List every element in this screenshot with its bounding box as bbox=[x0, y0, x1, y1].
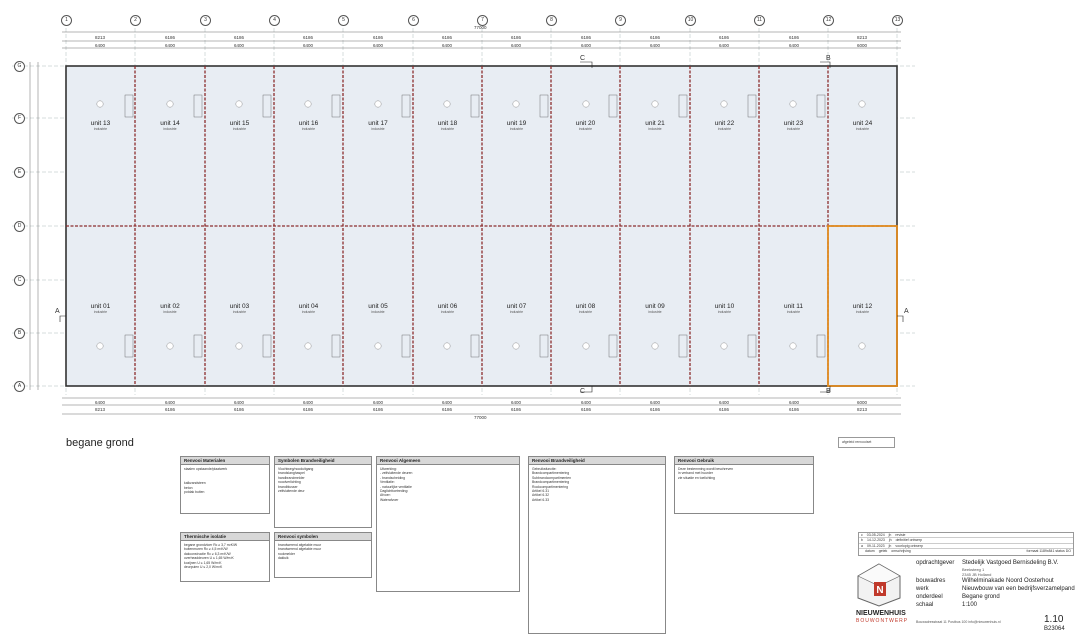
dimension-label: 6186 bbox=[511, 35, 522, 40]
legend-line: Artikel 6.33 bbox=[532, 497, 549, 502]
company-info: Bouwadresstraat 11 Postbus 100 info@nieuwenhuis.nl bbox=[916, 620, 1001, 624]
grid-column-bubble: 7 bbox=[477, 15, 488, 26]
grid-row-bubble: A bbox=[14, 381, 25, 392]
unit-name: unit 06 bbox=[437, 303, 458, 310]
dimension-label: 6400 bbox=[95, 400, 106, 405]
grid-row-bubble: C bbox=[14, 275, 25, 286]
grid-column-bubble: 11 bbox=[754, 15, 765, 26]
unit-use: industrie bbox=[163, 127, 177, 131]
grid-row-bubble: B bbox=[14, 328, 25, 339]
revision-row: datum getek omschrijving formaat 1189x841 status DO bbox=[865, 549, 1071, 554]
dimension-label: 6186 bbox=[165, 35, 176, 40]
company-logo bbox=[856, 562, 902, 608]
dimension-label: 6186 bbox=[373, 35, 384, 40]
legend-line: Vluchtweg/nooduitgang bbox=[278, 467, 314, 471]
unit-label bbox=[828, 120, 897, 131]
dimension-label: 6400 bbox=[373, 400, 384, 405]
legend-line: brandslanghaspel bbox=[278, 471, 305, 476]
revision-row: c 03-05-2024 jh revisie bbox=[859, 533, 1073, 538]
dimension-label: 6000 bbox=[857, 43, 868, 48]
dimension-label: 6000 bbox=[857, 400, 868, 405]
legend-line: zie situatie en toelichting bbox=[678, 475, 715, 480]
legend-line: Rookcompartimentering bbox=[532, 484, 568, 489]
unit-label bbox=[66, 303, 135, 314]
dimension-label: 6186 bbox=[442, 35, 453, 40]
dimension-label: 6400 bbox=[303, 400, 314, 405]
unit-name: unit 18 bbox=[437, 120, 458, 127]
unit-use: industrie bbox=[717, 310, 732, 314]
grid-column-bubble: 6 bbox=[408, 15, 419, 26]
label-onderdeel: onderdeel bbox=[916, 594, 943, 600]
grid-row-bubble: E bbox=[14, 167, 25, 178]
legend-line: potdak buiten bbox=[184, 490, 205, 495]
legend-line: Waterafvoer bbox=[380, 497, 399, 502]
legend-line: Daglichttoetreding: bbox=[380, 489, 409, 494]
unit-use: industrie bbox=[509, 310, 524, 314]
drawing-title: begane grond bbox=[66, 437, 134, 449]
unit-use: industrie bbox=[578, 127, 593, 131]
grid-row-bubble: D bbox=[14, 221, 25, 232]
unit-use: industrie bbox=[440, 127, 455, 131]
unit-label bbox=[828, 303, 897, 314]
unit-label bbox=[274, 303, 343, 314]
legend-line: Deze bestemming wordt beschreven bbox=[678, 467, 734, 471]
legend-line: overheaddeuren U ≤ 1,65 W/m²K bbox=[184, 556, 234, 561]
dimension-label: 6400 bbox=[789, 400, 800, 405]
unit-label bbox=[66, 120, 135, 131]
grid-column-bubble: 12 bbox=[823, 15, 834, 26]
unit-use: industrie bbox=[648, 310, 662, 314]
dimension-label: 6400 bbox=[234, 400, 245, 405]
unit-label bbox=[413, 120, 482, 131]
dimension-label: 8213 bbox=[95, 407, 106, 412]
dimension-label: 6186 bbox=[719, 35, 730, 40]
legend-fire-safety bbox=[528, 456, 666, 634]
unit-name: unit 23 bbox=[783, 120, 804, 127]
unit-use: industrie bbox=[855, 127, 870, 131]
legend-usage bbox=[674, 456, 814, 514]
unit-name: unit 16 bbox=[298, 120, 319, 127]
label-werk: werk bbox=[916, 586, 929, 592]
legend-line: Subbrandcompartimenten bbox=[532, 475, 572, 480]
unit-label bbox=[205, 120, 274, 131]
grid-column-bubble: 1 bbox=[61, 15, 72, 26]
dimension-label: 6186 bbox=[442, 407, 453, 412]
revision-footer: formaat 1189x841 status DO bbox=[1026, 549, 1071, 554]
legend-line: Brandcompartimentering bbox=[532, 480, 570, 485]
dimension-label: 8213 bbox=[857, 35, 868, 40]
section-label: C bbox=[580, 55, 586, 62]
unit-name: unit 24 bbox=[852, 120, 873, 127]
grid-column-bubble: 8 bbox=[546, 15, 557, 26]
unit-label bbox=[413, 303, 482, 314]
grid-column-bubble: 5 bbox=[338, 15, 349, 26]
legend-line: Gebruiksfunctie: bbox=[532, 467, 557, 471]
unit-label bbox=[690, 120, 759, 131]
dimension-label: 6400 bbox=[650, 400, 661, 405]
value-bouwadres: Wilhelminakade Noord Oosterhout bbox=[962, 578, 1054, 584]
legend-line: Artikel 6.31 bbox=[532, 489, 549, 494]
grid-column-bubble: 2 bbox=[130, 15, 141, 26]
unit-name: unit 07 bbox=[506, 303, 527, 310]
sheet-number: 1.10 bbox=[1044, 614, 1064, 625]
unit-label bbox=[482, 303, 551, 314]
dimension-label: 6400 bbox=[719, 400, 730, 405]
unit-name: unit 02 bbox=[160, 303, 180, 310]
legend-line: dakconstructie Rc ≥ 6,3 m²K/W bbox=[184, 551, 231, 556]
value-werk: Nieuwbouw van een bedrijfsverzamelpand bbox=[962, 586, 1075, 592]
unit-name: unit 03 bbox=[229, 303, 250, 310]
unit-name: unit 22 bbox=[714, 120, 735, 127]
dimension-label: 6400 bbox=[581, 400, 592, 405]
unit-label bbox=[620, 303, 690, 314]
unit-use: industrie bbox=[163, 310, 177, 314]
legend-line: Uitwerking: bbox=[380, 467, 397, 471]
dimension-label: 6400 bbox=[165, 400, 176, 405]
dimension-label: 6186 bbox=[650, 407, 661, 412]
unit-name: unit 01 bbox=[90, 303, 111, 310]
legend-line: brandwerend afgelakte muur bbox=[278, 547, 322, 552]
legend-line: staalen opstaande/plaatwerk bbox=[184, 467, 228, 471]
value-opdrachtgever: Stedelijk Vastgoed Bernisdeling B.V. bbox=[962, 560, 1059, 566]
legend-line: Artikel 6.32 bbox=[532, 493, 549, 498]
legend-line: handbrandmelder bbox=[278, 475, 305, 480]
dimension-label: 6400 bbox=[789, 43, 800, 48]
unit-label bbox=[759, 120, 828, 131]
dimension-label: 6400 bbox=[234, 43, 245, 48]
overall-dimension-bottom: 77000 bbox=[474, 415, 487, 420]
unit-use: industrie bbox=[578, 310, 593, 314]
unit-use: industrie bbox=[371, 127, 385, 131]
dimension-label: 6400 bbox=[581, 43, 592, 48]
grid-column-bubble: 4 bbox=[269, 15, 280, 26]
grid-row-bubble: F bbox=[14, 113, 25, 124]
dimension-label: 6186 bbox=[303, 35, 314, 40]
legend-line: deurpuien U ≤ 2,0 W/m²K bbox=[184, 565, 223, 570]
legend-line: beton bbox=[184, 485, 193, 490]
unit-label bbox=[482, 120, 551, 131]
legend-line: buitenmuren Rc ≥ 4,5 m²K/W bbox=[184, 547, 228, 552]
legend-line: kalkzandsteen bbox=[184, 481, 206, 486]
dimension-label: 6400 bbox=[511, 43, 522, 48]
legend-thermal bbox=[180, 532, 270, 582]
unit-label bbox=[343, 303, 413, 314]
legend-line: begane grondvloer Rc ≥ 3,7 m²K/W bbox=[184, 543, 238, 547]
section-label: A bbox=[55, 308, 60, 315]
panel-title: Renvooi Algemeen bbox=[377, 457, 519, 465]
legend-general bbox=[376, 456, 520, 592]
unit-name: unit 11 bbox=[783, 303, 804, 310]
legend-line: Afvoer: bbox=[380, 493, 391, 498]
panel-title: Renvooi symbolen bbox=[275, 533, 371, 541]
unit-label bbox=[690, 303, 759, 314]
dimension-label: 6400 bbox=[373, 43, 384, 48]
legend-line: Ventilatie: bbox=[380, 480, 395, 485]
legend-line: zelfsluitende deur bbox=[278, 489, 305, 494]
dimension-label: 6400 bbox=[442, 400, 453, 405]
unit-label bbox=[551, 120, 620, 131]
legend-line: kozijnen U ≤ 1,65 W/m²K bbox=[184, 560, 222, 565]
grid-column-bubble: 9 bbox=[615, 15, 626, 26]
panel-title: Thermische isolatie bbox=[181, 533, 269, 541]
unit-use: industrie bbox=[232, 127, 247, 131]
unit-name: unit 10 bbox=[714, 303, 735, 310]
dimension-label: 6186 bbox=[581, 407, 592, 412]
legend-fire-symbols bbox=[274, 456, 372, 528]
unit-use: industrie bbox=[509, 127, 524, 131]
unit-label bbox=[759, 303, 828, 314]
legend-line: - brandscheiding bbox=[380, 475, 406, 480]
dimension-label: 6400 bbox=[303, 43, 314, 48]
unit-name: unit 15 bbox=[229, 120, 250, 127]
grid-column-bubble: 13 bbox=[892, 15, 903, 26]
legend-line: brandblusser bbox=[278, 484, 298, 489]
unit-name: unit 19 bbox=[506, 120, 527, 127]
unit-label bbox=[135, 303, 205, 314]
legend-line: rookmelder bbox=[278, 551, 295, 556]
label-bouwadres: bouwadres bbox=[916, 578, 946, 584]
unit-use: industrie bbox=[786, 127, 801, 131]
dimension-label: 6186 bbox=[234, 35, 245, 40]
dimension-label: 8213 bbox=[857, 407, 868, 412]
section-label: B bbox=[826, 388, 831, 395]
section-label: B bbox=[826, 55, 831, 62]
unit-use: industrie bbox=[93, 127, 108, 131]
grid-row-bubble: G bbox=[14, 61, 25, 72]
legend-line: Brandcompartimentering bbox=[532, 471, 570, 476]
overall-dimension-top: 77000 bbox=[474, 25, 487, 30]
unit-use: industrie bbox=[786, 310, 801, 314]
company-subtitle: BOUWONTWERP bbox=[856, 618, 909, 624]
unit-label bbox=[620, 120, 690, 131]
unit-label bbox=[205, 303, 274, 314]
value-schaal: 1:100 bbox=[962, 602, 978, 608]
dimension-label: 6186 bbox=[581, 35, 592, 40]
legend-line: in verband met huurder bbox=[678, 471, 714, 476]
dimension-label: 6186 bbox=[511, 407, 522, 412]
legend-line: - natuurlijke ventilatie bbox=[380, 484, 412, 489]
unit-label bbox=[274, 120, 343, 131]
unit-name: unit 14 bbox=[160, 120, 180, 127]
section-label: A bbox=[904, 308, 909, 315]
dimension-label: 8213 bbox=[95, 35, 106, 40]
dimension-label: 6186 bbox=[789, 35, 800, 40]
panel-title: Symbolen Brandveiligheid bbox=[275, 457, 371, 465]
grid-column-bubble: 10 bbox=[685, 15, 696, 26]
dimension-label: 6186 bbox=[719, 407, 730, 412]
dimension-label: 6400 bbox=[511, 400, 522, 405]
value-opdrachtgever-city: 2345 JB Holland bbox=[962, 572, 992, 577]
unit-use: industrie bbox=[648, 127, 662, 131]
unit-use: industrie bbox=[440, 310, 455, 314]
legend-line: noodverlichting bbox=[278, 480, 301, 485]
dimension-label: 6400 bbox=[719, 43, 730, 48]
unit-name: unit 04 bbox=[298, 303, 319, 310]
logo-icon bbox=[856, 562, 902, 608]
unit-use: industrie bbox=[855, 310, 870, 314]
panel-title: Renvooi Brandveiligheid bbox=[529, 457, 665, 465]
revision-row: a 09-11-2023 jh voorlopig ontwerp bbox=[859, 544, 1073, 549]
grid-column-bubble: 3 bbox=[200, 15, 211, 26]
unit-use: industrie bbox=[93, 310, 108, 314]
revision-row: b 14-12-2023 jh definitief ontwerp bbox=[859, 538, 1073, 543]
unit-name: unit 20 bbox=[575, 120, 596, 127]
value-opdrachtgever-address: Beeksteeg 1 bbox=[962, 567, 985, 572]
unit-name: unit 09 bbox=[645, 303, 665, 310]
panel-title: Renvooi Gebruik bbox=[675, 457, 813, 465]
panel-title: Renvooi Materialen bbox=[181, 457, 269, 465]
unit-label bbox=[551, 303, 620, 314]
unit-use: industrie bbox=[232, 310, 247, 314]
dimension-label: 6186 bbox=[789, 407, 800, 412]
value-onderdeel: Begane grond bbox=[962, 594, 1000, 600]
legend-symbols bbox=[274, 532, 372, 578]
dimension-label: 6186 bbox=[303, 407, 314, 412]
reference-box: afgeleid renvooiset bbox=[838, 437, 895, 448]
unit-use: industrie bbox=[301, 310, 316, 314]
project-number: B23064 bbox=[1044, 626, 1065, 632]
dimension-label: 6400 bbox=[95, 43, 106, 48]
section-label: C bbox=[580, 388, 586, 395]
label-opdrachtgever: opdrachtgever bbox=[916, 560, 955, 566]
unit-use: industrie bbox=[371, 310, 385, 314]
legend-line: - zelfsluitende deuren bbox=[380, 471, 413, 476]
unit-name: unit 08 bbox=[575, 303, 596, 310]
unit-use: industrie bbox=[301, 127, 316, 131]
dimension-label: 6186 bbox=[234, 407, 245, 412]
legend-line: dakluik bbox=[278, 556, 289, 561]
unit-name: unit 05 bbox=[368, 303, 388, 310]
label-schaal: schaal bbox=[916, 602, 934, 608]
company-name: NIEUWENHUIS bbox=[856, 610, 906, 617]
dimension-label: 6400 bbox=[442, 43, 453, 48]
unit-use: industrie bbox=[717, 127, 732, 131]
dimension-label: 6186 bbox=[373, 407, 384, 412]
dimension-label: 6186 bbox=[165, 407, 176, 412]
unit-name: unit 21 bbox=[645, 120, 665, 127]
dimension-label: 6400 bbox=[650, 43, 661, 48]
dimension-label: 6400 bbox=[165, 43, 176, 48]
unit-name: unit 17 bbox=[368, 120, 388, 127]
unit-label bbox=[135, 120, 205, 131]
unit-name: unit 12 bbox=[852, 303, 873, 310]
revision-table bbox=[858, 532, 1074, 556]
legend-line: brandwerend afgelakte muur bbox=[278, 543, 322, 547]
unit-label bbox=[343, 120, 413, 131]
svg-text:N: N bbox=[876, 585, 884, 596]
legend-materials bbox=[180, 456, 270, 514]
unit-name: unit 13 bbox=[90, 120, 111, 127]
dimension-label: 6186 bbox=[650, 35, 661, 40]
